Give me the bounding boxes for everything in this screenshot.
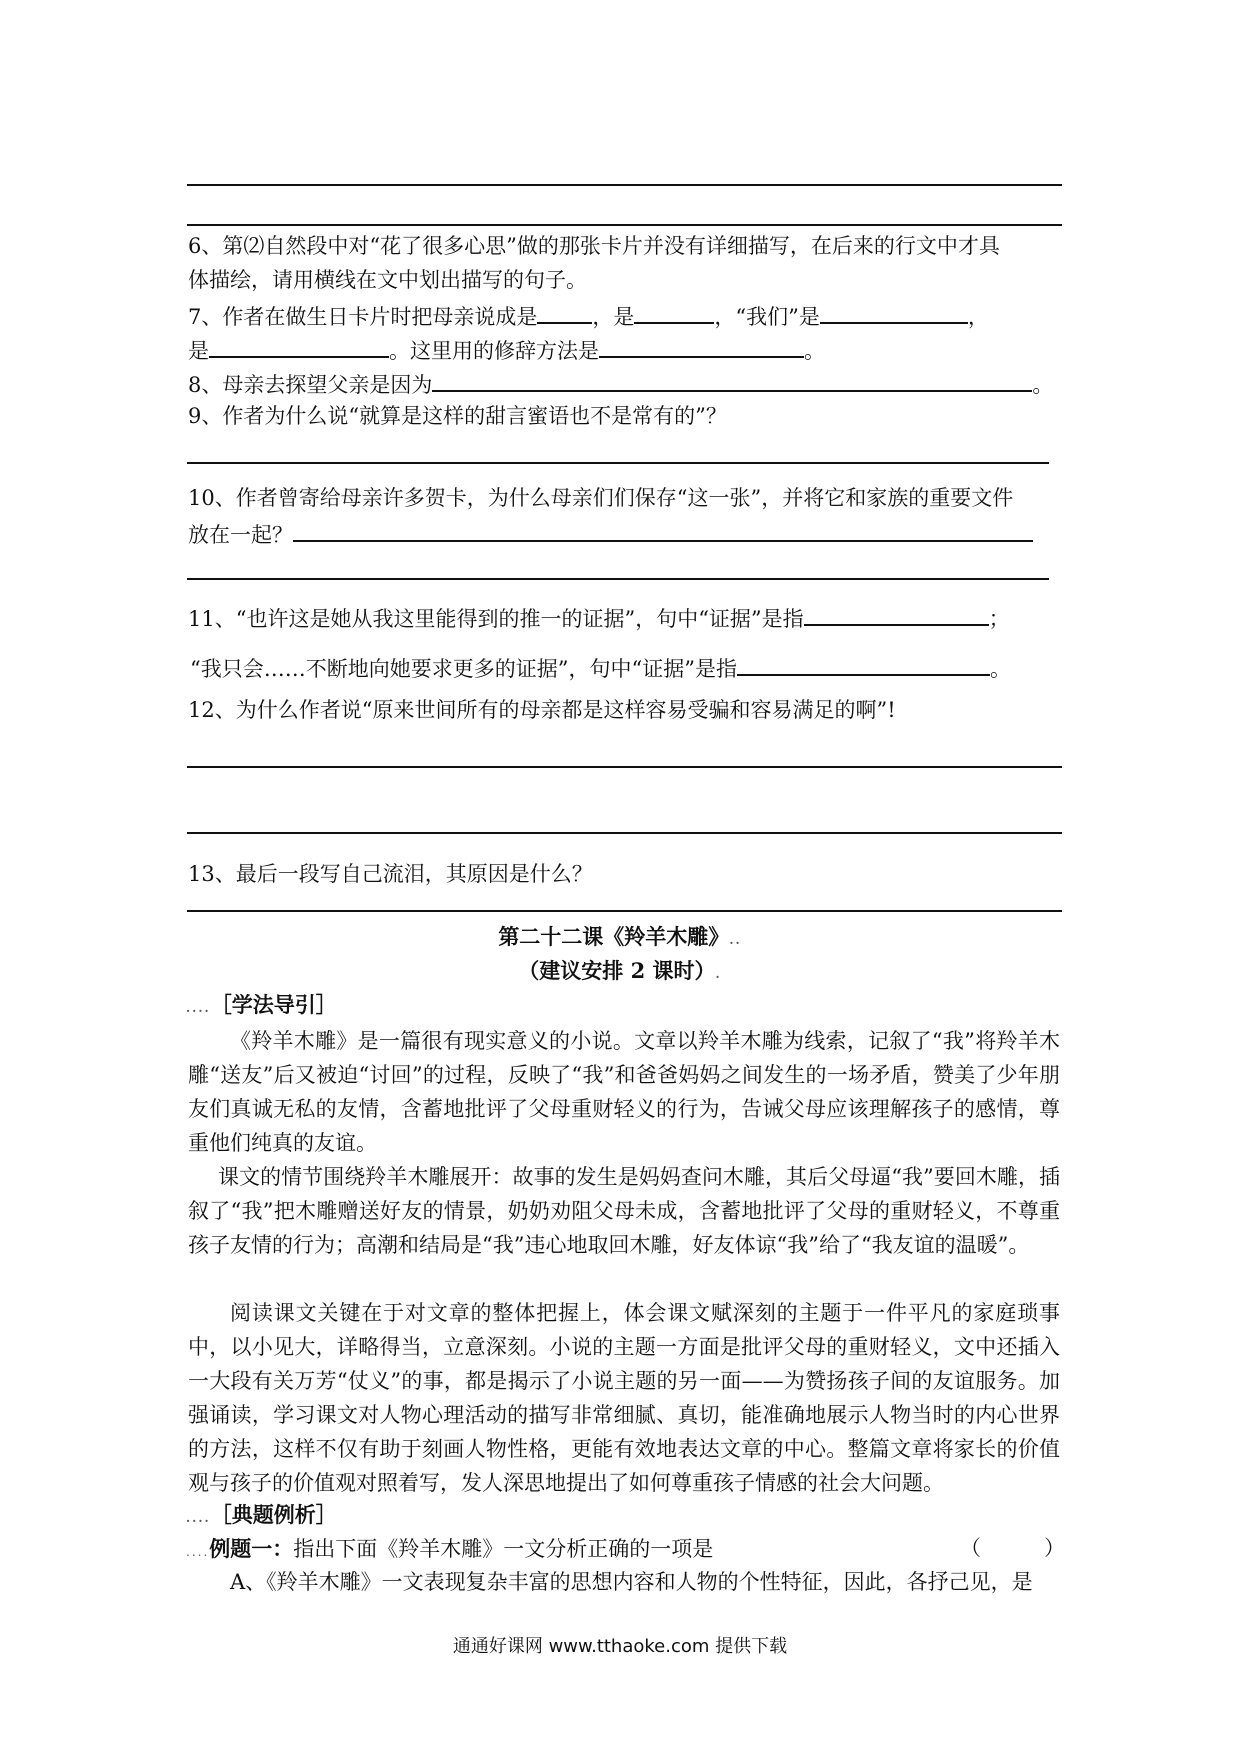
section-heading-examples: ....［典题例析］ xyxy=(186,1502,337,1527)
lesson-title: 第二十二课《羚羊木雕》.. xyxy=(498,924,742,949)
answer-line xyxy=(187,910,1062,912)
lesson-subtitle: （建议安排 2 课时）. xyxy=(518,958,722,983)
paragraph: 阅读课文关键在于对文章的整体把握上，体会课文赋深刻的主题于一件平凡的家庭琐事中，以小见大，详略得当，立意深刻。小说的主题一方面是批评父母的重财轻义，文中还插入一大段有关万芳“仗义”的事，都是揭示了小说主题的另一面——为赞扬孩子间的友谊服务。加强诵读，学习课文对人物心理活动的描写非常细腻、真切，能准确地展示人物当时的内心世界的方法，这样不仅有助于刻画人物性格，更能有效地表达文章的中心。整篇文章将家长的价值观与孩子的价值观对照着写，发人深思地提出了如何尊重孩子情感的社会大问题。 xyxy=(188,1301,1060,1495)
paragraph: 《羚羊木雕》是一篇很有现实意义的小说。文章以羚羊木雕为线索，记叙了“我”将羚羊木雕“送友”后又被迫“讨回”的过程，反映了“我”和爸爸妈妈之间发生的一场矛盾，赞美了少年朋友们真诚无私的友情，含蓄地批评了父母重财轻义的行为，告诫父母应该理解孩子的感情，尊重他们纯真的友谊。 xyxy=(188,1029,1060,1155)
question-12: 12、为什么作者说“原来世间所有的母亲都是这样容易受骗和容易满足的啊”! xyxy=(188,698,896,722)
answer-paren[interactable]: （ ） xyxy=(960,1536,1065,1560)
section-heading-study-guide: ....［学法导引］ xyxy=(186,992,337,1017)
answer-line xyxy=(187,832,1062,834)
option-a: A、《羚羊木雕》一文表现复杂丰富的思想内容和人物的个性特征，因此，各抒己见，是 xyxy=(230,1570,1033,1594)
blank[interactable] xyxy=(432,370,1032,392)
question-6-line2: 体描绘，请用横线在文中划出描写的句子。 xyxy=(188,268,587,292)
example-1: ....例题一：指出下面《羚羊木雕》一文分析正确的一项是 xyxy=(186,1536,714,1561)
question-10-line1: 10、作者曾寄给母亲许多贺卡，为什么母亲们们保存“这一张”，并将它和家族的重要文件 xyxy=(188,486,1014,510)
blank[interactable] xyxy=(634,302,714,324)
question-8: 8、母亲去探望父亲是因为 。 xyxy=(188,370,1053,398)
question-10-line2: 放在一起？ xyxy=(188,520,1033,548)
question-13: 13、最后一段写自己流泪，其原因是什么？ xyxy=(188,862,593,886)
paragraph: 课文的情节围绕羚羊木雕展开：故事的发生是妈妈查问木雕，其后父母逼“我”要回木雕，插叙了“我”把木雕赠送好友的情景，奶奶劝阻父母未成，含蓄地批评了父母的重财轻义，不尊重孩子友情的行为；高潮和结局是“我”违心地取回木雕，好友体谅“我”给了“我友谊的温暖”。 xyxy=(188,1165,1060,1257)
blank[interactable] xyxy=(209,336,389,358)
question-11-line1: 11、“也许这是她从我这里能得到的推一的证据”，句中“证据”是指 ； xyxy=(188,604,1010,632)
question-7-line2: 是 。这里用的修辞方法是 。 xyxy=(188,336,825,364)
blank[interactable] xyxy=(293,520,1033,542)
question-6-line1: 6、第⑵自然段中对“花了很多心思”做的那张卡片并没有详细描写，在后来的行文中才具 xyxy=(188,234,1000,258)
question-9: 9、作者为什么说“就算是这样的甜言蜜语也不是常有的”？ xyxy=(188,404,727,428)
blank[interactable] xyxy=(820,302,968,324)
answer-line xyxy=(187,766,1062,768)
question-7-line1: 7、作者在做生日卡片时把母亲说成是 ，是 ，“我们”是 ， xyxy=(188,302,989,330)
answer-line xyxy=(187,224,1062,226)
answer-line xyxy=(187,462,1049,464)
question-11-line2: “我只会……不断地向她要求更多的证据”，句中“证据”是指 。 xyxy=(190,654,1011,682)
blank[interactable] xyxy=(804,604,989,626)
page-footer: 通通好课网 www.tthaoke.com 提供下载 xyxy=(452,1636,788,1657)
answer-line xyxy=(187,184,1062,186)
blank[interactable] xyxy=(537,302,592,324)
blank[interactable] xyxy=(599,336,804,358)
answer-line xyxy=(187,578,1049,580)
blank[interactable] xyxy=(737,654,990,676)
